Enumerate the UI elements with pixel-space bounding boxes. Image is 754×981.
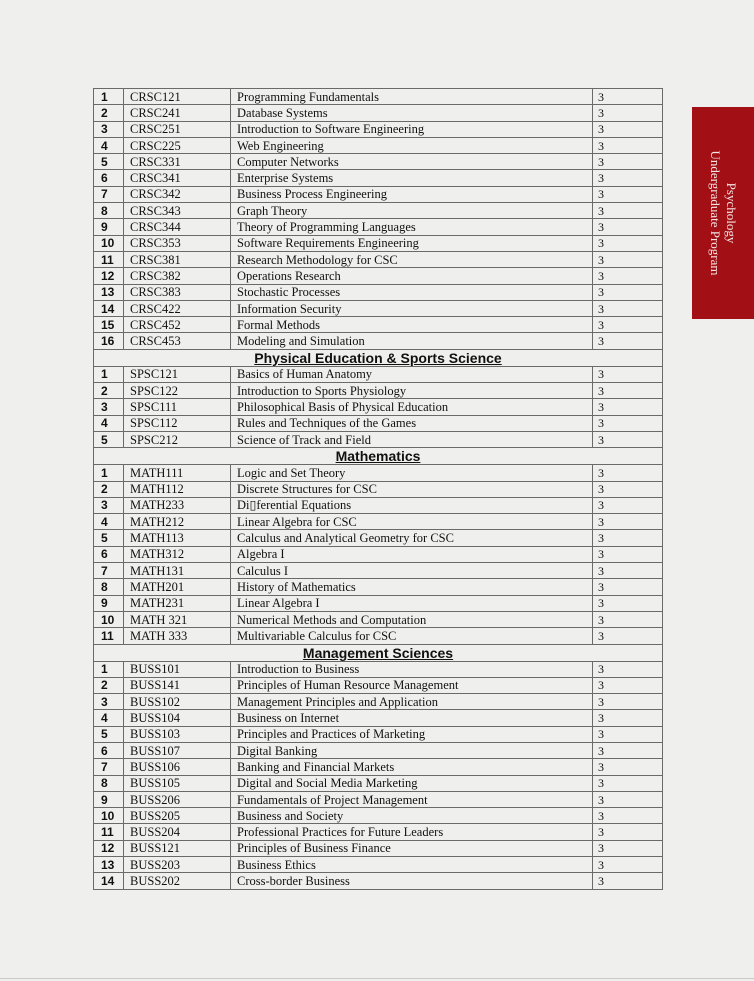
course-title: Logic and Set Theory <box>231 465 593 481</box>
row-number: 15 <box>94 317 124 333</box>
side-tab-level: Undergraduate Program <box>708 150 723 276</box>
course-code: CRSC225 <box>124 137 231 153</box>
course-title: Principles of Human Resource Management <box>231 677 593 693</box>
course-code: BUSS103 <box>124 726 231 742</box>
table-row <box>94 235 663 251</box>
table-row <box>94 251 663 267</box>
credit-hours: 3 <box>593 661 663 677</box>
table-row <box>94 284 663 300</box>
credit-hours: 3 <box>593 497 663 513</box>
table-row <box>94 791 663 807</box>
credit-hours: 3 <box>593 775 663 791</box>
credit-hours: 3 <box>593 579 663 595</box>
course-title: Multivariable Calculus for CSC <box>231 628 593 644</box>
table-row <box>94 563 663 579</box>
credit-hours: 3 <box>593 186 663 202</box>
course-title: Information Security <box>231 300 593 316</box>
table-row <box>94 186 663 202</box>
credit-hours: 3 <box>593 203 663 219</box>
course-title: Management Principles and Application <box>231 694 593 710</box>
course-code: MATH113 <box>124 530 231 546</box>
course-title: Business Process Engineering <box>231 186 593 202</box>
table-row <box>94 105 663 121</box>
row-number: 6 <box>94 546 124 562</box>
course-code: SPSC112 <box>124 415 231 431</box>
credit-hours: 3 <box>593 742 663 758</box>
course-title: Formal Methods <box>231 317 593 333</box>
row-number: 6 <box>94 170 124 186</box>
course-title: Introduction to Software Engineering <box>231 121 593 137</box>
course-code: CRSC121 <box>124 89 231 105</box>
row-number: 5 <box>94 530 124 546</box>
credit-hours: 3 <box>593 481 663 497</box>
table-row <box>94 89 663 105</box>
credit-hours: 3 <box>593 726 663 742</box>
credit-hours: 3 <box>593 89 663 105</box>
row-number: 8 <box>94 203 124 219</box>
table-row <box>94 677 663 693</box>
course-table-body <box>94 89 663 890</box>
table-row <box>94 824 663 840</box>
credit-hours: 3 <box>593 873 663 889</box>
row-number: 3 <box>94 399 124 415</box>
course-title: Rules and Techniques of the Games <box>231 415 593 431</box>
credit-hours: 3 <box>593 366 663 382</box>
course-code: BUSS104 <box>124 710 231 726</box>
credit-hours: 3 <box>593 268 663 284</box>
table-row <box>94 742 663 758</box>
course-table <box>93 88 663 890</box>
credit-hours: 3 <box>593 284 663 300</box>
row-number: 7 <box>94 186 124 202</box>
table-row <box>94 170 663 186</box>
table-row <box>94 497 663 513</box>
row-number: 5 <box>94 431 124 447</box>
table-row <box>94 546 663 562</box>
course-title: Principles and Practices of Marketing <box>231 726 593 742</box>
credit-hours: 3 <box>593 333 663 349</box>
credit-hours: 3 <box>593 595 663 611</box>
table-row <box>94 366 663 382</box>
credit-hours: 3 <box>593 399 663 415</box>
table-row <box>94 873 663 889</box>
table-row <box>94 628 663 644</box>
course-title: Cross-border Business <box>231 873 593 889</box>
table-row <box>94 611 663 627</box>
row-number: 9 <box>94 595 124 611</box>
row-number: 12 <box>94 268 124 284</box>
row-number: 16 <box>94 333 124 349</box>
row-number: 1 <box>94 366 124 382</box>
course-title: Business Ethics <box>231 857 593 873</box>
table-row <box>94 154 663 170</box>
course-code: BUSS106 <box>124 759 231 775</box>
credit-hours: 3 <box>593 251 663 267</box>
side-tab <box>692 107 754 319</box>
course-code: BUSS204 <box>124 824 231 840</box>
course-code: SPSC111 <box>124 399 231 415</box>
course-title: History of Mathematics <box>231 579 593 595</box>
course-code: BUSS202 <box>124 873 231 889</box>
table-row <box>94 317 663 333</box>
course-code: BUSS205 <box>124 808 231 824</box>
course-code: SPSC121 <box>124 366 231 382</box>
course-code: SPSC212 <box>124 431 231 447</box>
row-number: 10 <box>94 808 124 824</box>
credit-hours: 3 <box>593 611 663 627</box>
course-title: Software Requirements Engineering <box>231 235 593 251</box>
credit-hours: 3 <box>593 710 663 726</box>
side-tab-text <box>692 107 754 319</box>
credit-hours: 3 <box>593 563 663 579</box>
course-code: BUSS121 <box>124 840 231 856</box>
course-title: Linear Algebra for CSC <box>231 514 593 530</box>
credit-hours: 3 <box>593 105 663 121</box>
credit-hours: 3 <box>593 317 663 333</box>
table-row <box>94 579 663 595</box>
table-row <box>94 268 663 284</box>
row-number: 5 <box>94 154 124 170</box>
row-number: 8 <box>94 579 124 595</box>
course-code: CRSC251 <box>124 121 231 137</box>
course-title: Enterprise Systems <box>231 170 593 186</box>
course-title: Programming Fundamentals <box>231 89 593 105</box>
course-code: MATH131 <box>124 563 231 579</box>
row-number: 11 <box>94 824 124 840</box>
course-code: CRSC353 <box>124 235 231 251</box>
credit-hours: 3 <box>593 514 663 530</box>
course-title: Graph Theory <box>231 203 593 219</box>
table-row <box>94 775 663 791</box>
course-code: MATH201 <box>124 579 231 595</box>
course-title: Calculus I <box>231 563 593 579</box>
credit-hours: 3 <box>593 300 663 316</box>
course-title: Business and Society <box>231 808 593 824</box>
row-number: 1 <box>94 89 124 105</box>
credit-hours: 3 <box>593 465 663 481</box>
course-code: MATH233 <box>124 497 231 513</box>
course-code: CRSC341 <box>124 170 231 186</box>
credit-hours: 3 <box>593 824 663 840</box>
row-number: 9 <box>94 219 124 235</box>
table-row <box>94 530 663 546</box>
row-number: 2 <box>94 677 124 693</box>
course-title: Introduction to Business <box>231 661 593 677</box>
course-code: MATH112 <box>124 481 231 497</box>
row-number: 4 <box>94 710 124 726</box>
row-number: 13 <box>94 284 124 300</box>
table-row <box>94 137 663 153</box>
row-number: 5 <box>94 726 124 742</box>
credit-hours: 3 <box>593 415 663 431</box>
credit-hours: 3 <box>593 219 663 235</box>
table-row <box>94 219 663 235</box>
page-bottom-rule <box>0 978 754 979</box>
course-title: Science of Track and Field <box>231 431 593 447</box>
course-title: Computer Networks <box>231 154 593 170</box>
table-row <box>94 595 663 611</box>
credit-hours: 3 <box>593 840 663 856</box>
credit-hours: 3 <box>593 431 663 447</box>
table-row <box>94 726 663 742</box>
credit-hours: 3 <box>593 235 663 251</box>
course-code: MATH312 <box>124 546 231 562</box>
table-row <box>94 431 663 447</box>
credit-hours: 3 <box>593 628 663 644</box>
credit-hours: 3 <box>593 546 663 562</box>
course-title: Theory of Programming Languages <box>231 219 593 235</box>
course-title: Principles of Business Finance <box>231 840 593 856</box>
course-title: Banking and Financial Markets <box>231 759 593 775</box>
row-number: 12 <box>94 840 124 856</box>
course-code: CRSC342 <box>124 186 231 202</box>
table-row <box>94 300 663 316</box>
course-code: BUSS203 <box>124 857 231 873</box>
course-code: CRSC241 <box>124 105 231 121</box>
table-row <box>94 857 663 873</box>
table-row <box>94 514 663 530</box>
credit-hours: 3 <box>593 170 663 186</box>
section-heading: Management Sciences <box>94 644 663 661</box>
course-code: MATH 321 <box>124 611 231 627</box>
credit-hours: 3 <box>593 857 663 873</box>
row-number: 14 <box>94 300 124 316</box>
course-code: BUSS107 <box>124 742 231 758</box>
row-number: 7 <box>94 563 124 579</box>
row-number: 3 <box>94 694 124 710</box>
section-heading-row <box>94 448 663 465</box>
course-code: CRSC453 <box>124 333 231 349</box>
credit-hours: 3 <box>593 808 663 824</box>
credit-hours: 3 <box>593 154 663 170</box>
course-title: Di▯ferential Equations <box>231 497 593 513</box>
course-title: Database Systems <box>231 105 593 121</box>
row-number: 7 <box>94 759 124 775</box>
row-number: 3 <box>94 497 124 513</box>
table-row <box>94 808 663 824</box>
section-heading-row <box>94 349 663 366</box>
table-row <box>94 121 663 137</box>
course-code: CRSC383 <box>124 284 231 300</box>
course-code: SPSC122 <box>124 383 231 399</box>
row-number: 4 <box>94 415 124 431</box>
course-code: MATH111 <box>124 465 231 481</box>
table-row <box>94 710 663 726</box>
credit-hours: 3 <box>593 137 663 153</box>
course-title: Calculus and Analytical Geometry for CSC <box>231 530 593 546</box>
course-title: Linear Algebra I <box>231 595 593 611</box>
course-code: BUSS206 <box>124 791 231 807</box>
credit-hours: 3 <box>593 121 663 137</box>
row-number: 14 <box>94 873 124 889</box>
side-tab-program: Psychology <box>724 182 739 244</box>
table-row <box>94 399 663 415</box>
course-code: BUSS105 <box>124 775 231 791</box>
course-code: CRSC331 <box>124 154 231 170</box>
row-number: 10 <box>94 235 124 251</box>
course-code: BUSS101 <box>124 661 231 677</box>
course-title: Web Engineering <box>231 137 593 153</box>
course-code: CRSC343 <box>124 203 231 219</box>
row-number: 8 <box>94 775 124 791</box>
row-number: 10 <box>94 611 124 627</box>
section-heading-row <box>94 644 663 661</box>
row-number: 4 <box>94 514 124 530</box>
row-number: 2 <box>94 105 124 121</box>
course-title: Introduction to Sports Physiology <box>231 383 593 399</box>
course-code: MATH212 <box>124 514 231 530</box>
table-row <box>94 465 663 481</box>
course-title: Stochastic Processes <box>231 284 593 300</box>
course-code: MATH231 <box>124 595 231 611</box>
course-code: BUSS102 <box>124 694 231 710</box>
course-title: Basics of Human Anatomy <box>231 366 593 382</box>
course-title: Philosophical Basis of Physical Education <box>231 399 593 415</box>
course-code: BUSS141 <box>124 677 231 693</box>
course-title: Digital Banking <box>231 742 593 758</box>
row-number: 9 <box>94 791 124 807</box>
row-number: 11 <box>94 251 124 267</box>
table-row <box>94 333 663 349</box>
course-title: Numerical Methods and Computation <box>231 611 593 627</box>
row-number: 2 <box>94 481 124 497</box>
credit-hours: 3 <box>593 530 663 546</box>
course-title: Discrete Structures for CSC <box>231 481 593 497</box>
credit-hours: 3 <box>593 759 663 775</box>
section-heading: Mathematics <box>94 448 663 465</box>
course-title: Operations Research <box>231 268 593 284</box>
course-title: Business on Internet <box>231 710 593 726</box>
row-number: 6 <box>94 742 124 758</box>
table-row <box>94 203 663 219</box>
course-title: Modeling and Simulation <box>231 333 593 349</box>
table-row <box>94 840 663 856</box>
row-number: 2 <box>94 383 124 399</box>
table-row <box>94 661 663 677</box>
table-row <box>94 383 663 399</box>
row-number: 1 <box>94 661 124 677</box>
course-code: CRSC381 <box>124 251 231 267</box>
credit-hours: 3 <box>593 383 663 399</box>
row-number: 4 <box>94 137 124 153</box>
course-title: Professional Practices for Future Leaders <box>231 824 593 840</box>
course-title: Algebra I <box>231 546 593 562</box>
table-row <box>94 481 663 497</box>
credit-hours: 3 <box>593 694 663 710</box>
table-row <box>94 759 663 775</box>
row-number: 13 <box>94 857 124 873</box>
course-title: Fundamentals of Project Management <box>231 791 593 807</box>
table-row <box>94 694 663 710</box>
row-number: 1 <box>94 465 124 481</box>
course-title: Research Methodology for CSC <box>231 251 593 267</box>
course-code: CRSC344 <box>124 219 231 235</box>
course-code: CRSC382 <box>124 268 231 284</box>
course-code: MATH 333 <box>124 628 231 644</box>
row-number: 11 <box>94 628 124 644</box>
course-title: Digital and Social Media Marketing <box>231 775 593 791</box>
credit-hours: 3 <box>593 791 663 807</box>
row-number: 3 <box>94 121 124 137</box>
course-code: CRSC422 <box>124 300 231 316</box>
table-row <box>94 415 663 431</box>
section-heading: Physical Education & Sports Science <box>94 349 663 366</box>
credit-hours: 3 <box>593 677 663 693</box>
course-code: CRSC452 <box>124 317 231 333</box>
